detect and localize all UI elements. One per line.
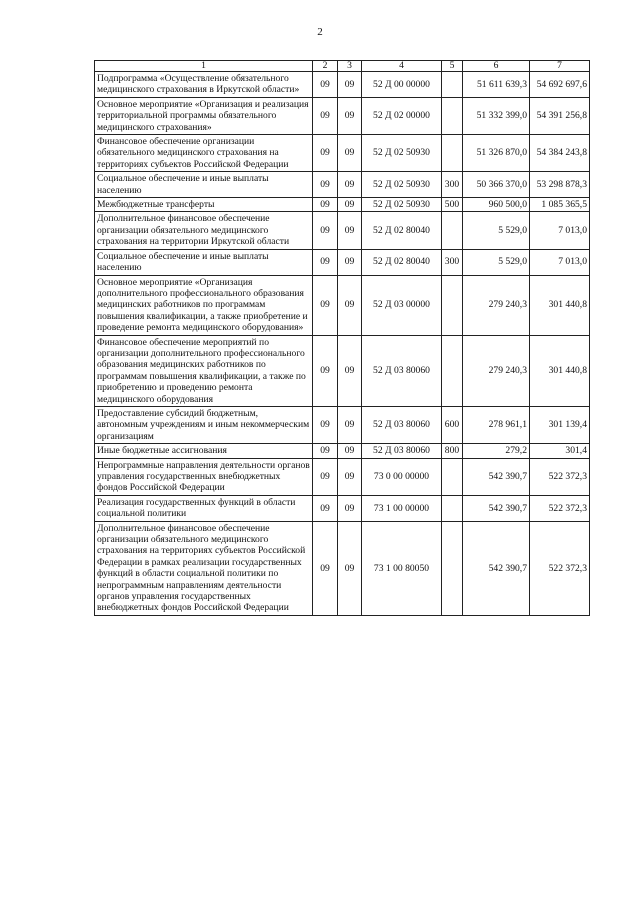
- table-header-row: [95, 61, 590, 72]
- table-row: [95, 335, 590, 406]
- table-row: [95, 172, 590, 198]
- row-section: 09: [313, 521, 338, 615]
- row-amount-1: 51 332 399,0: [463, 97, 530, 134]
- row-target-code: 52 Д 03 80060: [362, 444, 442, 458]
- row-target-code: 52 Д 02 50930: [362, 135, 442, 172]
- row-amount-1: 50 366 370,0: [463, 172, 530, 198]
- row-section: 09: [313, 275, 338, 335]
- row-amount-1: 279,2: [463, 444, 530, 458]
- row-name: Межбюджетные трансферты: [95, 198, 313, 212]
- row-expense-type: 600: [442, 406, 463, 443]
- table-row: [95, 212, 590, 249]
- table-row: [95, 495, 590, 521]
- row-amount-2: 54 692 697,6: [530, 72, 590, 98]
- row-subsection: 09: [338, 97, 362, 134]
- table-row: [95, 275, 590, 335]
- row-amount-2: 7 013,0: [530, 212, 590, 249]
- row-section: 09: [313, 135, 338, 172]
- row-target-code: 73 0 00 00000: [362, 458, 442, 495]
- row-subsection: 09: [338, 444, 362, 458]
- row-subsection: 09: [338, 521, 362, 615]
- row-name: Социальное обеспечение и иные выплаты населению: [95, 249, 313, 275]
- row-section: 09: [313, 72, 338, 98]
- row-expense-type: 300: [442, 172, 463, 198]
- row-amount-1: 960 500,0: [463, 198, 530, 212]
- table-row: [95, 198, 590, 212]
- row-amount-2: 301 440,8: [530, 275, 590, 335]
- row-amount-1: 51 326 870,0: [463, 135, 530, 172]
- row-amount-1: 279 240,3: [463, 335, 530, 406]
- row-expense-type: [442, 72, 463, 98]
- row-amount-1: 542 390,7: [463, 495, 530, 521]
- row-name: Реализация государственных функций в области социальной политики: [95, 495, 313, 521]
- row-subsection: 09: [338, 72, 362, 98]
- row-name: Основное мероприятие «Организация дополнительного профессионального образования медицинских работников по программам повышения квалификации, а также приобретение и проведение ремонта медицинского оборудования»: [95, 275, 313, 335]
- row-section: 09: [313, 249, 338, 275]
- row-amount-2: 522 372,3: [530, 458, 590, 495]
- table-row: [95, 444, 590, 458]
- row-name: Непрограммные направления деятельности органов управления государственных внебюджетных фондов Российской Федерации: [95, 458, 313, 495]
- row-amount-1: 542 390,7: [463, 521, 530, 615]
- row-name: Финансовое обеспечение организации обязательного медицинского страхования на территориях субъектов Российской Федерации: [95, 135, 313, 172]
- row-subsection: 09: [338, 135, 362, 172]
- row-name: Социальное обеспечение и иные выплаты населению: [95, 172, 313, 198]
- row-amount-2: 1 085 365,5: [530, 198, 590, 212]
- row-target-code: 52 Д 00 00000: [362, 72, 442, 98]
- row-subsection: 09: [338, 458, 362, 495]
- row-section: 09: [313, 335, 338, 406]
- row-name: Подпрограмма «Осуществление обязательного медицинского страхования в Иркутской области»: [95, 72, 313, 98]
- row-expense-type: 500: [442, 198, 463, 212]
- row-amount-2: 54 391 256,8: [530, 97, 590, 134]
- row-subsection: 09: [338, 406, 362, 443]
- row-target-code: 52 Д 02 00000: [362, 97, 442, 134]
- row-name: Финансовое обеспечение мероприятий по организации дополнительного профессионального образования медицинских работников по программам повышения квалификации, а также по приобретению и проведению ремонта медицинского оборудования: [95, 335, 313, 406]
- row-amount-1: 542 390,7: [463, 458, 530, 495]
- row-amount-1: 278 961,1: [463, 406, 530, 443]
- row-target-code: 73 1 00 80050: [362, 521, 442, 615]
- row-target-code: 52 Д 03 80060: [362, 406, 442, 443]
- row-target-code: 52 Д 02 50930: [362, 172, 442, 198]
- table-row: [95, 249, 590, 275]
- header-col-4: 4: [362, 61, 442, 72]
- row-expense-type: [442, 335, 463, 406]
- row-subsection: 09: [338, 198, 362, 212]
- row-amount-1: 5 529,0: [463, 249, 530, 275]
- table-row: [95, 97, 590, 134]
- row-name: Дополнительное финансовое обеспечение организации обязательного медицинского страхования на территориях субъектов Российской Федерации в рамках реализации государственных функций в области социальной политики по непрограммным направлениям деятельности органов управления государственных внебюджетных фондов Российской Федерации: [95, 521, 313, 615]
- row-expense-type: [442, 521, 463, 615]
- row-subsection: 09: [338, 172, 362, 198]
- row-subsection: 09: [338, 212, 362, 249]
- row-expense-type: [442, 135, 463, 172]
- row-subsection: 09: [338, 335, 362, 406]
- row-expense-type: [442, 458, 463, 495]
- header-col-6: 6: [463, 61, 530, 72]
- row-amount-2: 301,4: [530, 444, 590, 458]
- row-name: Основное мероприятие «Организация и реализация территориальной программы обязательного медицинского страхования»: [95, 97, 313, 134]
- page-number: 2: [317, 26, 323, 38]
- row-section: 09: [313, 458, 338, 495]
- row-amount-1: 51 611 639,3: [463, 72, 530, 98]
- row-amount-2: 301 139,4: [530, 406, 590, 443]
- row-amount-2: 522 372,3: [530, 521, 590, 615]
- row-target-code: 52 Д 02 50930: [362, 198, 442, 212]
- header-col-5: 5: [442, 61, 463, 72]
- header-col-1: 1: [95, 61, 313, 72]
- row-amount-2: 522 372,3: [530, 495, 590, 521]
- row-expense-type: [442, 212, 463, 249]
- row-expense-type: 800: [442, 444, 463, 458]
- row-amount-2: 53 298 878,3: [530, 172, 590, 198]
- row-target-code: 52 Д 03 80060: [362, 335, 442, 406]
- row-name: Предоставление субсидий бюджетным, автономным учреждениям и иным некоммерческим организациям: [95, 406, 313, 443]
- row-section: 09: [313, 495, 338, 521]
- row-amount-1: 279 240,3: [463, 275, 530, 335]
- row-section: 09: [313, 97, 338, 134]
- row-expense-type: [442, 275, 463, 335]
- row-target-code: 52 Д 03 00000: [362, 275, 442, 335]
- row-name: Дополнительное финансовое обеспечение организации обязательного медицинского страхования на территории Иркутской области: [95, 212, 313, 249]
- row-amount-2: 54 384 243,8: [530, 135, 590, 172]
- budget-table: [94, 60, 590, 616]
- row-section: 09: [313, 406, 338, 443]
- table-row: [95, 458, 590, 495]
- row-section: 09: [313, 212, 338, 249]
- header-col-7: 7: [530, 61, 590, 72]
- header-col-2: 2: [313, 61, 338, 72]
- row-expense-type: 300: [442, 249, 463, 275]
- row-amount-1: 5 529,0: [463, 212, 530, 249]
- row-subsection: 09: [338, 249, 362, 275]
- row-subsection: 09: [338, 495, 362, 521]
- row-section: 09: [313, 444, 338, 458]
- row-name: Иные бюджетные ассигнования: [95, 444, 313, 458]
- row-section: 09: [313, 198, 338, 212]
- row-subsection: 09: [338, 275, 362, 335]
- row-expense-type: [442, 97, 463, 134]
- table-row: [95, 135, 590, 172]
- row-expense-type: [442, 495, 463, 521]
- table-row: [95, 521, 590, 615]
- row-target-code: 52 Д 02 80040: [362, 249, 442, 275]
- row-target-code: 52 Д 02 80040: [362, 212, 442, 249]
- table-row: [95, 72, 590, 98]
- row-section: 09: [313, 172, 338, 198]
- row-target-code: 73 1 00 00000: [362, 495, 442, 521]
- row-amount-2: 7 013,0: [530, 249, 590, 275]
- header-col-3: 3: [338, 61, 362, 72]
- table-row: [95, 406, 590, 443]
- row-amount-2: 301 440,8: [530, 335, 590, 406]
